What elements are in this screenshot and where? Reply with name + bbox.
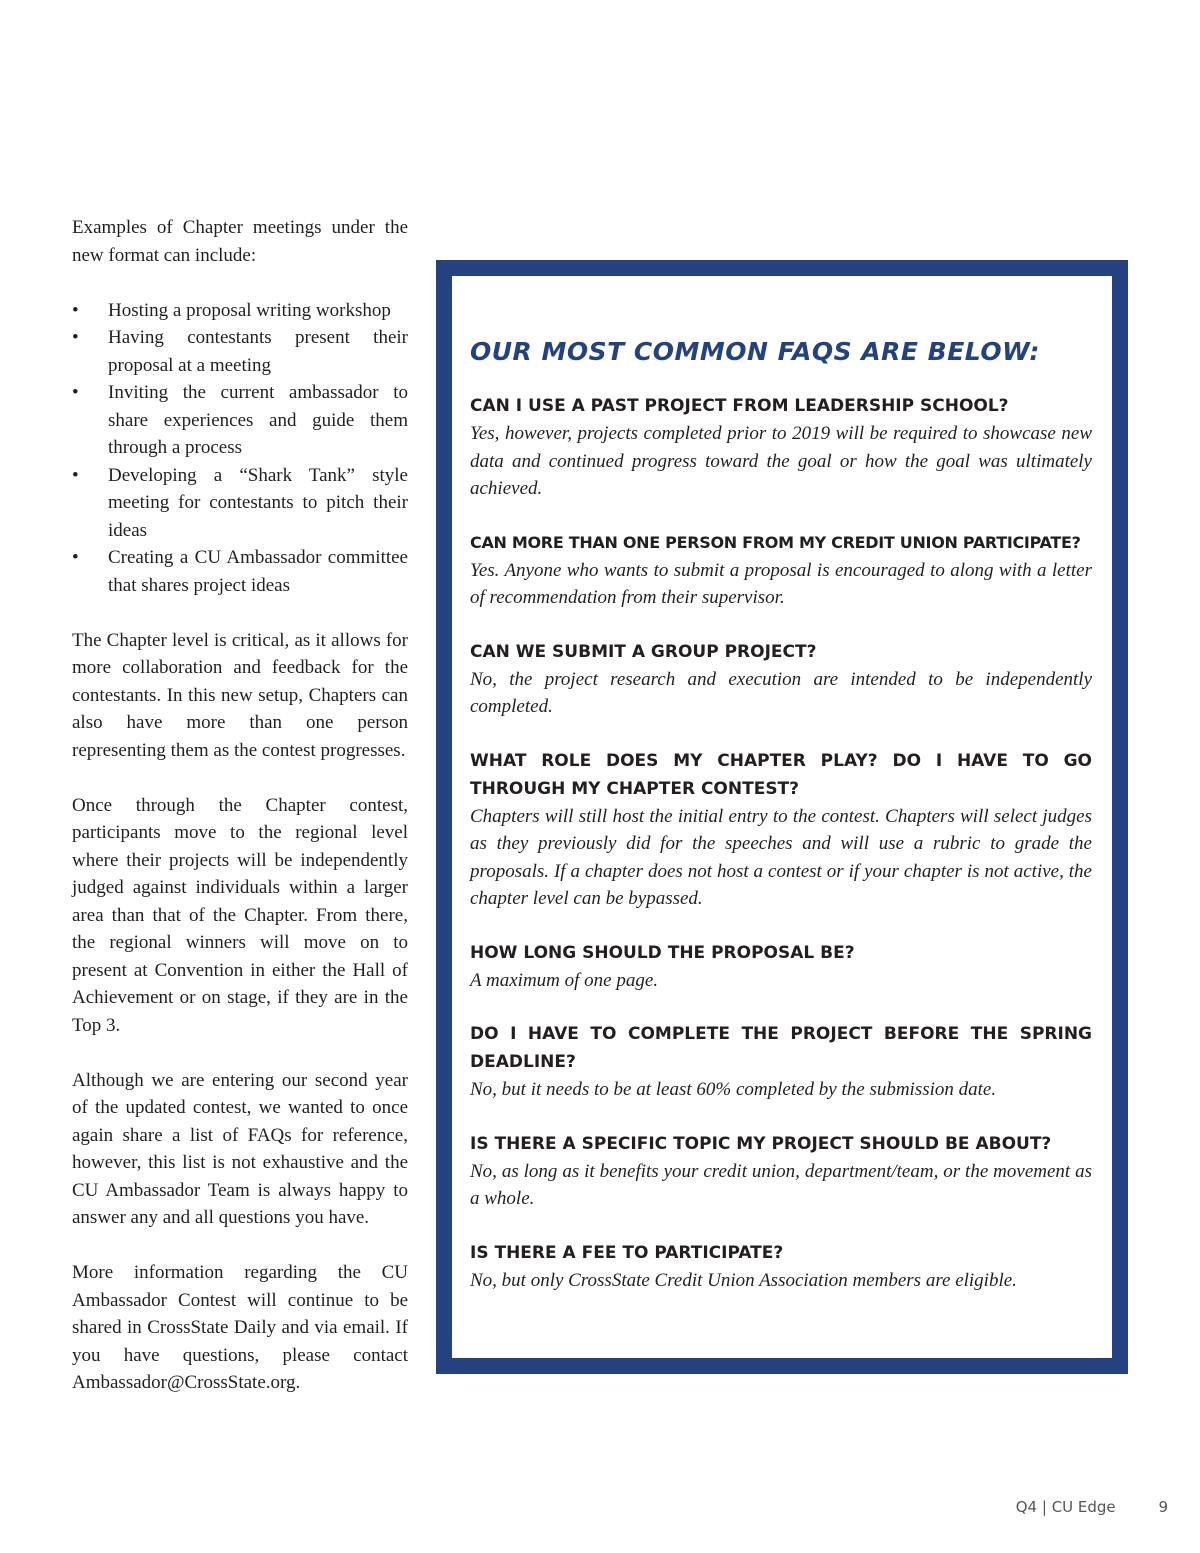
faq-answer: Yes. Anyone who wants to submit a proposal is encouraged to along with a letter of recommendation from their supervisor.	[470, 559, 1092, 608]
list-item: • Developing a “Shark Tank” style meeting for contestants to pitch their ideas	[72, 462, 408, 545]
list-item: • Inviting the current ambassador to share experiences and guide them through a process	[72, 379, 408, 462]
faq-question: CAN MORE THAN ONE PERSON FROM MY CREDIT UNION PARTICIPATE?	[470, 532, 1081, 552]
page-number: 9	[1158, 1498, 1168, 1516]
faq-question: IS THERE A FEE TO PARTICIPATE?	[470, 1242, 784, 1263]
regional-paragraph: Once through the Chapter contest, participants move to the regional level where their projects will be independently judged against individuals within a larger area than that of the Chapter. From there, the regional winners will move on to present at Convention in either the Hall of Achievement or on stage, if they are in the Top 3.	[72, 794, 408, 1036]
faq-answer: Chapters will still host the initial entry to the contest. Chapters will select judges as they previously did for the speeches and will use a rubric to grade the proposals. If a chapter does not host a contest or if your chapter is not active, the chapter level can be bypassed.	[470, 805, 1092, 909]
contact-paragraph: More information regarding the CU Ambassador Contest will continue to be shared in CrossState Daily and via email. If you have questions, please contact Ambassador@CrossState.org.	[72, 1262, 408, 1393]
publication-name: Q4 | CU Edge	[1015, 1498, 1116, 1516]
faq-answer: No, the project research and execution are intended to be independently completed.	[470, 668, 1092, 717]
faq-item	[470, 529, 1092, 612]
faq-question: DO I HAVE TO COMPLETE THE PROJECT BEFORE THE SPRING DEADLINE?	[470, 1024, 1092, 1072]
faq-answer: No, but it needs to be at least 60% completed by the submission date.	[470, 1079, 997, 1100]
faq-title: OUR MOST COMMON FAQS ARE BELOW:	[470, 337, 1040, 366]
faq-item	[470, 392, 1092, 503]
faq-intro-paragraph: Although we are entering our second year of the updated contest, we wanted to once again share a list of FAQs for reference, however, this list is not exhaustive and the CU Ambassador Team is always happy to answer any and all questions you have.	[72, 1069, 408, 1228]
meeting-examples-list	[72, 297, 408, 600]
faq-question: IS THERE A SPECIFIC TOPIC MY PROJECT SHOULD BE ABOUT?	[470, 1133, 1052, 1154]
faq-answer: Yes, however, projects completed prior to 2019 will be required to showcase new data and continued progress toward the goal or how the goal was ultimately achieved.	[470, 423, 1092, 499]
faq-question: CAN I USE A PAST PROJECT FROM LEADERSHIP SCHOOL?	[470, 396, 1009, 416]
chapter-level-paragraph: The Chapter level is critical, as it allows for more collaboration and feedback for the contestants. In this new setup, Chapters can also have more than one person representing them as the contest progresses.	[72, 629, 408, 761]
list-item: • Creating a CU Ambassador committee that shares project ideas	[72, 544, 408, 599]
list-item: • Having contestants present their proposal at a meeting	[72, 324, 408, 379]
faq-item	[470, 1239, 1092, 1295]
faq-answer: No, as long as it benefits your credit union, department/team, or the movement as a whole.	[470, 1160, 1092, 1209]
faq-question: WHAT ROLE DOES MY CHAPTER PLAY? DO I HAVE TO GO THROUGH MY CHAPTER CONTEST?	[470, 750, 1092, 799]
faq-box	[436, 260, 1128, 1374]
faq-item	[470, 1020, 1092, 1104]
faq-question: CAN WE SUBMIT A GROUP PROJECT?	[470, 641, 817, 662]
faq-answer: A maximum of one page.	[470, 969, 659, 991]
faq-item	[470, 939, 1092, 995]
faq-question: HOW LONG SHOULD THE PROPOSAL BE?	[470, 942, 855, 963]
list-item: • Hosting a proposal writing workshop	[72, 297, 408, 325]
faq-answer: No, but only CrossState Credit Union Association members are eligible.	[470, 1269, 1017, 1291]
faq-content	[470, 336, 1092, 1320]
faq-item	[470, 747, 1092, 913]
intro-paragraph: Examples of Chapter meetings under the new format can include:	[72, 217, 408, 266]
faq-item	[470, 1130, 1092, 1213]
faq-item	[470, 638, 1092, 721]
left-column	[72, 214, 408, 1424]
page-footer	[1016, 1498, 1168, 1516]
